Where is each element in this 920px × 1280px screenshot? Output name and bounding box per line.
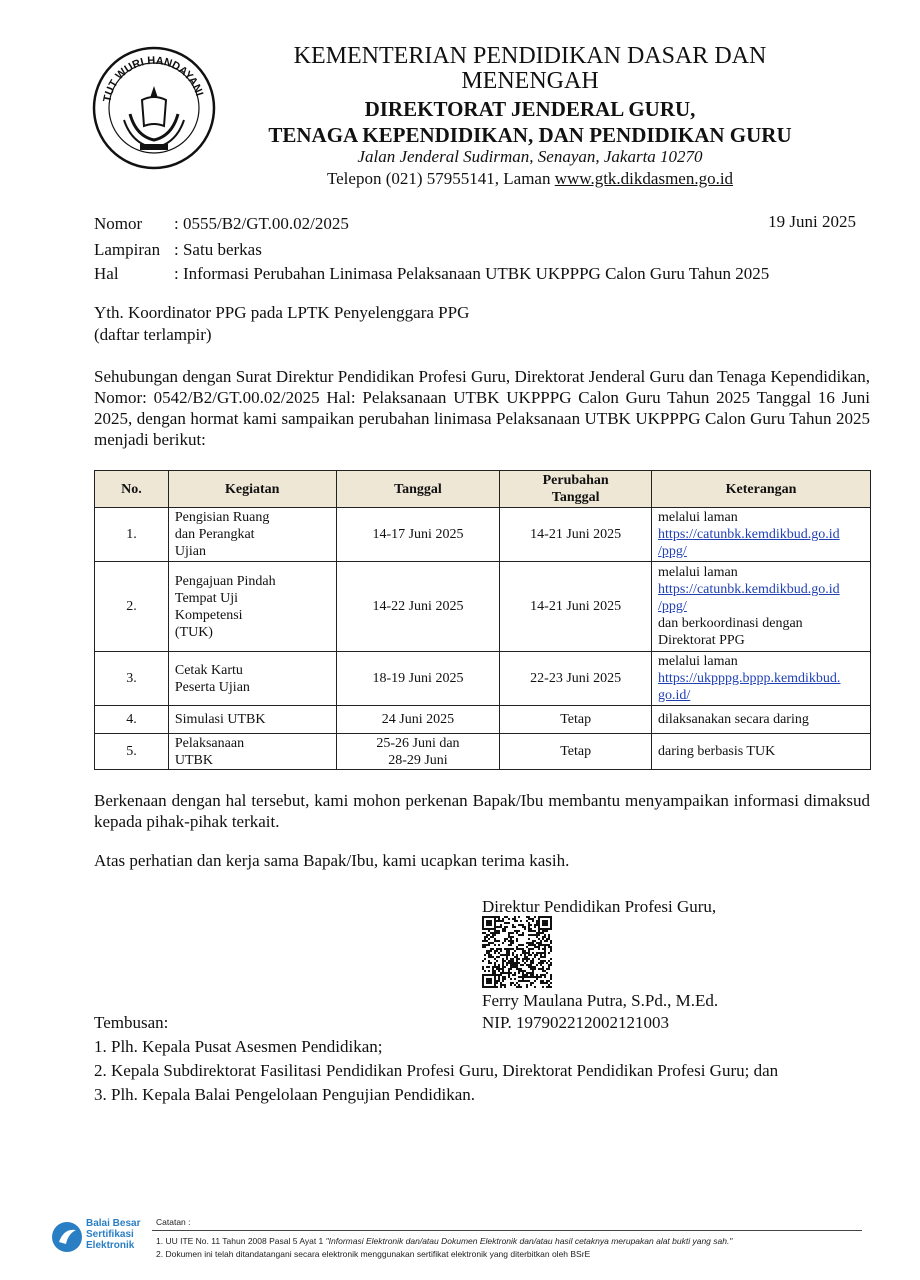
link-line[interactable]: https://catunbk.kemdikbud.go.id	[658, 582, 840, 597]
header-perubahan	[500, 471, 652, 508]
website-link[interactable]: www.gtk.dikdasmen.go.id	[554, 169, 734, 188]
row-perubahan: 22-23 Juni 2025	[500, 652, 652, 706]
lampiran-label: Lampiran	[94, 240, 161, 259]
row-no: 4.	[95, 706, 169, 734]
row-kegiatan	[168, 734, 336, 770]
row-keterangan: daring berbasis TUK	[652, 734, 871, 770]
keterangan-text: Direktorat PPG	[658, 633, 745, 648]
office-contact	[240, 170, 820, 188]
row-kegiatan	[168, 562, 336, 652]
table-row	[95, 706, 871, 734]
table-header-row	[95, 471, 871, 508]
logo-motto: TUT WURI HANDAYANI	[101, 54, 206, 104]
keterangan-text: dan berkoordinasi dengan	[658, 616, 803, 631]
catatan-label: Catatan :	[156, 1217, 191, 1227]
bsre-line: Balai Besar	[86, 1218, 141, 1229]
row-keterangan	[652, 508, 871, 562]
link-line[interactable]: /ppg/	[658, 544, 687, 559]
row-keterangan	[652, 652, 871, 706]
note-1-quote: "Informasi Elektronik dan/atau Dokumen Elektronik dan/atau hasil cetaknya merupakan alat bukti yang sah."	[325, 1236, 733, 1246]
kegiatan-line: Pengajuan Pindah	[174, 573, 276, 589]
ukpppg-link[interactable]	[658, 671, 840, 703]
hal-label: Hal	[94, 264, 119, 283]
row-kegiatan: Simulasi UTBK	[168, 706, 336, 734]
lampiran-value: : Satu berkas	[174, 240, 262, 259]
closing-paragraph-1: Berkenaan dengan hal tersebut, kami mohon perkenan Bapak/Ibu membantu menyampaikan informasi dimaksud kepada pihak-pihak terkait.	[94, 791, 870, 831]
schedule-table	[94, 470, 871, 770]
footer-note-1	[156, 1236, 732, 1246]
hal-row	[94, 264, 769, 284]
nomor-label: Nomor	[94, 214, 143, 233]
kegiatan-line: Kompetensi	[174, 607, 243, 623]
row-no: 3.	[95, 652, 169, 706]
tembusan-item: 3. Plh. Kepala Balai Pengelolaan Pengujian Pendidikan.	[94, 1085, 476, 1104]
table-row	[95, 652, 871, 706]
signatory-title: Direktur Pendidikan Profesi Guru,	[482, 897, 717, 916]
lampiran-row	[94, 240, 262, 260]
row-keterangan	[652, 562, 871, 652]
tut-wuri-handayani-logo	[90, 44, 218, 174]
catunbk-link[interactable]	[658, 582, 840, 614]
office-address: Jalan Jenderal Sudirman, Senayan, Jakarta 10270	[357, 147, 703, 166]
recipient-line-1: Yth. Koordinator PPG pada LPTK Penyelenggara PPG	[94, 303, 470, 322]
table-row	[95, 508, 871, 562]
tembusan-item: 2. Kepala Subdirektorat Fasilitasi Pendidikan Profesi Guru, Direktorat Pendidikan Profesi Guru; dan	[94, 1061, 779, 1080]
footer-note-2: 2. Dokumen ini telah ditandatangani secara elektronik menggunakan sertifikat elektronik yang diterbitkan oleh BSrE	[156, 1249, 591, 1259]
bsre-line: Sertifikasi	[86, 1229, 134, 1240]
row-keterangan: dilaksanakan secara daring	[652, 706, 871, 734]
kegiatan-line: Tempat Uji	[174, 590, 239, 606]
qr-code-icon	[482, 916, 552, 988]
row-tanggal: 24 Juni 2025	[336, 706, 500, 734]
bsre-name	[86, 1218, 140, 1251]
kegiatan-line: dan Perangkat	[174, 527, 255, 542]
table-row	[95, 562, 871, 652]
row-tanggal: 14-22 Juni 2025	[336, 562, 500, 652]
kegiatan-line: Pelaksanaan	[174, 735, 245, 751]
nomor-value: : 0555/B2/GT.00.02/2025	[174, 214, 349, 233]
row-no: 2.	[95, 562, 169, 652]
header-no: No.	[95, 471, 169, 508]
contact-phone: Telepon (021) 57955141, Laman	[326, 169, 555, 188]
tembusan-label: Tembusan:	[94, 1013, 169, 1032]
row-perubahan: 14-21 Juni 2025	[500, 562, 652, 652]
keterangan-text: melalui laman	[658, 654, 738, 669]
bsre-line: Elektronik	[86, 1240, 135, 1251]
row-tanggal	[336, 734, 500, 770]
recipient-line-2: (daftar terlampir)	[94, 325, 212, 344]
signatory-nip: NIP. 197902212002121003	[482, 1013, 670, 1032]
hal-value: : Informasi Perubahan Linimasa Pelaksanaan UTBK UKPPPG Calon Guru Tahun 2025	[174, 264, 770, 283]
kegiatan-line: UTBK	[174, 752, 213, 768]
row-perubahan: 14-21 Juni 2025	[500, 508, 652, 562]
header-perubahan-1: Perubahan	[542, 473, 609, 488]
row-perubahan: Tetap	[500, 734, 652, 770]
row-no: 1.	[95, 508, 169, 562]
link-line[interactable]: /ppg/	[658, 599, 687, 614]
keterangan-text: melalui laman	[658, 565, 738, 580]
link-line[interactable]: https://catunbk.kemdikbud.go.id	[658, 527, 840, 542]
tembusan-item: 1. Plh. Kepala Pusat Asesmen Pendidikan;	[94, 1037, 383, 1056]
keterangan-text: melalui laman	[658, 510, 738, 525]
header-tanggal: Tanggal	[336, 471, 500, 508]
row-kegiatan	[168, 508, 336, 562]
footer-divider	[152, 1230, 862, 1231]
row-tanggal: 18-19 Juni 2025	[336, 652, 500, 706]
tanggal-line: 25-26 Juni dan	[376, 735, 460, 751]
closing-paragraph-2: Atas perhatian dan kerja sama Bapak/Ibu, kami ucapkan terima kasih.	[94, 851, 570, 870]
row-tanggal: 14-17 Juni 2025	[336, 508, 500, 562]
row-no: 5.	[95, 734, 169, 770]
header-keterangan: Keterangan	[652, 471, 871, 508]
tanggal-line: 28-29 Juni	[388, 752, 448, 768]
header-kegiatan: Kegiatan	[168, 471, 336, 508]
catunbk-link[interactable]	[658, 527, 840, 559]
row-kegiatan	[168, 652, 336, 706]
kegiatan-line: Peserta Ujian	[174, 679, 250, 695]
directorate-line-1: DIREKTORAT JENDERAL GURU,	[364, 97, 696, 121]
intro-paragraph: Sehubungan dengan Surat Direktur Pendidikan Profesi Guru, Direktorat Jenderal Guru dan Tenaga Kependidikan, Nomor: 0542/B2/GT.00.02/2025 Hal: Pelaksanaan UTBK UKPPPG Calon Guru Tahun 2025 Tanggal 16 Juni 2025, dengan hormat kami sampaikan perubahan linimasa Pelaksanaan UTBK UKPPPG Calon Guru Tahun 2025 menjadi berikut:	[94, 367, 870, 449]
nomor-row	[94, 214, 349, 234]
note-1-prefix: 1. UU ITE No. 11 Tahun 2008 Pasal 5 Ayat 1	[156, 1236, 326, 1246]
link-line[interactable]: go.id/	[658, 688, 691, 703]
ministry-name: KEMENTERIAN PENDIDIKAN DASAR DAN MENENGAH	[293, 43, 767, 95]
kegiatan-line: Cetak Kartu	[174, 662, 243, 678]
letter-date: 19 Juni 2025	[768, 212, 856, 231]
bsre-logo-icon	[50, 1220, 84, 1254]
kegiatan-line: (TUK)	[174, 624, 213, 640]
table-row	[95, 734, 871, 770]
header-perubahan-2: Tanggal	[551, 490, 600, 505]
directorate-line-2: TENAGA KEPENDIDIKAN, DAN PENDIDIKAN GURU	[268, 123, 792, 147]
row-perubahan: Tetap	[500, 706, 652, 734]
link-line[interactable]: https://ukpppg.bppp.kemdikbud.	[658, 671, 841, 686]
signatory-name: Ferry Maulana Putra, S.Pd., M.Ed.	[482, 991, 719, 1010]
kegiatan-line: Ujian	[174, 544, 206, 559]
kegiatan-line: Pengisian Ruang	[174, 510, 270, 525]
